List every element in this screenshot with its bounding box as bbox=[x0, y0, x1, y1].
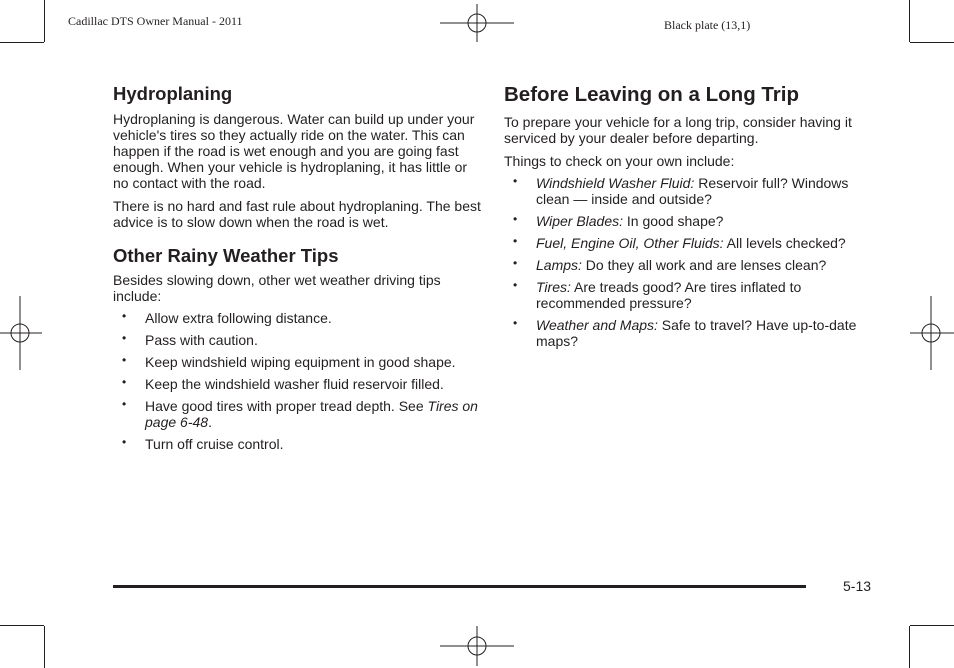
list-item-text: Allow extra following distance. bbox=[145, 310, 332, 326]
rainy-weather-heading: Other Rainy Weather Tips bbox=[113, 245, 339, 266]
list-item bbox=[504, 317, 869, 349]
list-item-text: Have good tires with proper tread depth. See bbox=[145, 398, 428, 414]
registration-mark-icon bbox=[0, 296, 42, 370]
check-term: Windshield Washer Fluid: bbox=[536, 175, 695, 191]
long-trip-intro: To prepare your vehicle for a long trip, consider having it serviced by your dealer before departing. bbox=[504, 114, 852, 146]
long-trip-checklist-intro: Things to check on your own include: bbox=[504, 153, 735, 169]
crop-mark bbox=[909, 0, 910, 42]
list-item bbox=[113, 436, 483, 452]
list-item bbox=[504, 279, 869, 311]
list-item bbox=[113, 332, 483, 348]
list-item-text: Turn off cruise control. bbox=[145, 436, 284, 452]
registration-mark-icon bbox=[440, 4, 514, 42]
hydroplaning-paragraph: Hydroplaning is dangerous. Water can build up under your vehicle's tires so they actually ride on the water. This can happen if the road is wet enough and you are going fast enough. When your vehicle is hydroplaning, it has little or no contact with the road. bbox=[113, 111, 475, 191]
crop-mark bbox=[0, 625, 44, 626]
bullet-icon: • bbox=[122, 375, 127, 389]
rainy-weather-intro: Besides slowing down, other wet weather driving tips include: bbox=[113, 272, 441, 304]
rainy-tips-list bbox=[113, 310, 483, 452]
list-item bbox=[113, 310, 483, 326]
list-item-text: Pass with caution. bbox=[145, 332, 258, 348]
bullet-icon: • bbox=[513, 174, 518, 188]
list-item bbox=[504, 235, 869, 251]
registration-mark-icon bbox=[440, 626, 514, 666]
hydroplaning-heading: Hydroplaning bbox=[113, 83, 233, 104]
check-term: Tires: bbox=[536, 279, 571, 295]
check-text: In good shape? bbox=[623, 213, 724, 229]
bullet-icon: • bbox=[122, 331, 127, 345]
footer-rule bbox=[113, 585, 806, 588]
bullet-icon: • bbox=[513, 256, 518, 270]
check-term: Fuel, Engine Oil, Other Fluids: bbox=[536, 235, 724, 251]
list-item bbox=[113, 354, 483, 370]
list-item bbox=[504, 257, 869, 273]
bullet-icon: • bbox=[122, 309, 127, 323]
check-term: Lamps: bbox=[536, 257, 582, 273]
list-item bbox=[504, 175, 869, 207]
bullet-icon: • bbox=[513, 212, 518, 226]
crop-mark bbox=[909, 626, 910, 668]
check-text: Are treads good? Are tires inflated to recommended pressure? bbox=[536, 279, 802, 311]
crop-mark bbox=[0, 42, 44, 43]
check-text: Reservoir full? Windows clean — inside and outside? bbox=[536, 175, 849, 207]
long-trip-heading: Before Leaving on a Long Trip bbox=[504, 83, 799, 106]
hydroplaning-advice: There is no hard and fast rule about hydroplaning. The best advice is to slow down when the road is wet. bbox=[113, 198, 481, 230]
list-item bbox=[113, 376, 483, 392]
trip-checklist bbox=[504, 175, 869, 349]
bullet-icon: • bbox=[513, 234, 518, 248]
check-term: Weather and Maps: bbox=[536, 317, 658, 333]
crop-mark bbox=[910, 625, 954, 626]
check-text: Do they all work and are lenses clean? bbox=[581, 257, 827, 273]
bullet-icon: • bbox=[122, 353, 127, 367]
bullet-icon: • bbox=[122, 397, 127, 411]
tires-page-link[interactable]: Tires on page 6‑48 bbox=[145, 398, 478, 430]
check-text: Safe to travel? Have up-to-date maps? bbox=[536, 317, 857, 349]
bullet-icon: • bbox=[513, 316, 518, 330]
check-text: All levels checked? bbox=[723, 235, 846, 251]
left-column bbox=[113, 82, 483, 452]
list-item-text: . bbox=[208, 414, 212, 430]
check-term: Wiper Blades: bbox=[536, 213, 624, 229]
crop-mark bbox=[44, 0, 45, 42]
list-item bbox=[113, 398, 483, 430]
list-item-text: Keep the windshield washer fluid reservoir filled. bbox=[145, 376, 444, 392]
crop-mark bbox=[44, 626, 45, 668]
manual-title: Cadillac DTS Owner Manual - 2011 bbox=[68, 14, 243, 28]
right-column bbox=[504, 82, 869, 349]
list-item-text: Keep windshield wiping equipment in good shape. bbox=[145, 354, 456, 370]
bullet-icon: • bbox=[122, 435, 127, 449]
crop-mark bbox=[910, 42, 954, 43]
page-number: 5-13 bbox=[843, 578, 872, 594]
list-item bbox=[504, 213, 869, 229]
plate-label: Black plate (13,1) bbox=[664, 18, 751, 32]
registration-mark-icon bbox=[910, 296, 954, 370]
bullet-icon: • bbox=[513, 278, 518, 292]
